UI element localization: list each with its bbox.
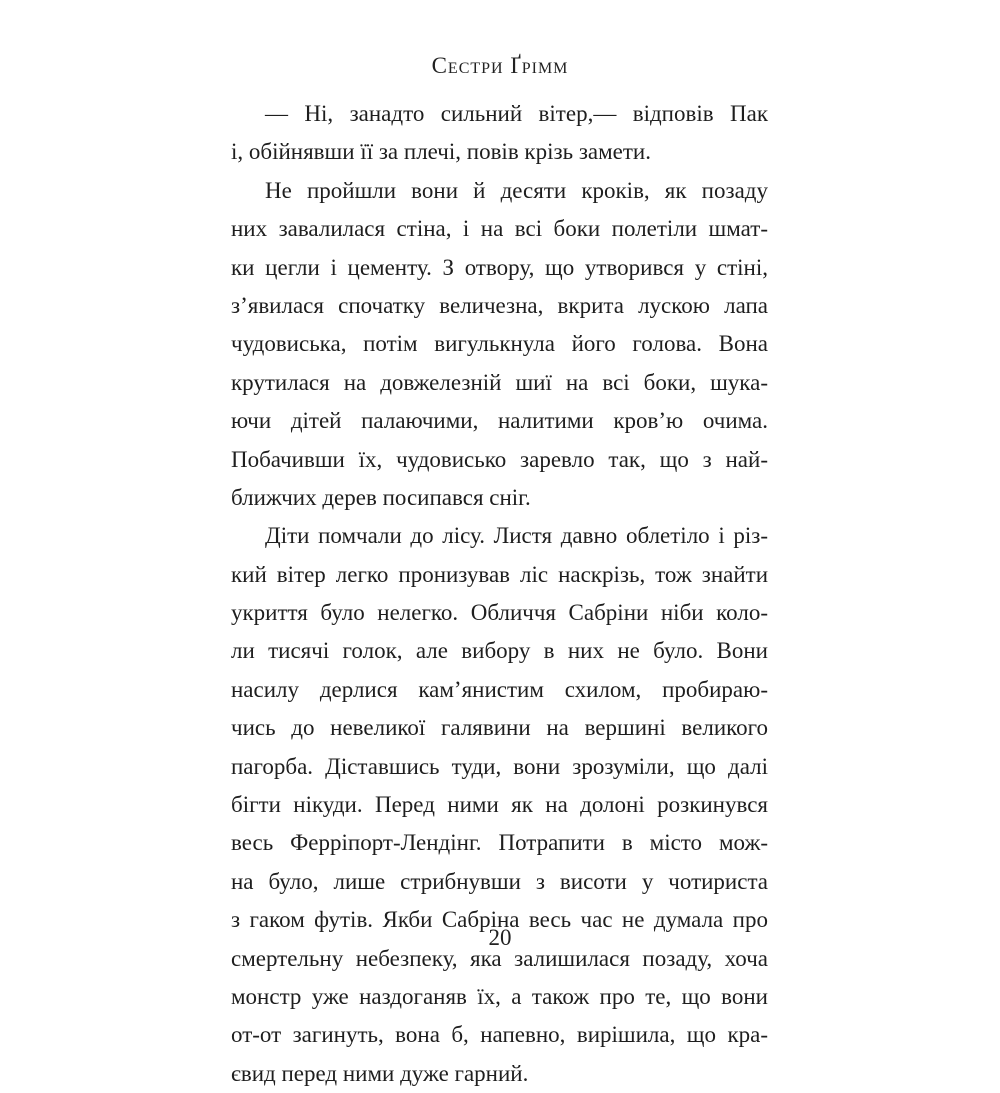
text-line: ближчих дерев посипався сніг. bbox=[231, 484, 531, 510]
text-line: Діти помчали до лісу. Листя давно облетіло і різ- bbox=[265, 523, 768, 549]
text-line: чись до невеликої галявини на вершині великого bbox=[231, 715, 768, 741]
text-line: — Ні, занадто сильний вітер,— відповів Пак bbox=[265, 101, 768, 126]
text-line: на було, лише стрибнувши з висоти у чотириста bbox=[231, 868, 768, 894]
text-line: укриття було нелегко. Обличчя Сабріни ніби коло- bbox=[231, 600, 768, 626]
text-line: з’явилася спочатку величезна, вкрита лускою лапа bbox=[231, 292, 768, 318]
text-line: от-от загинуть, вона б, напевно, вирішила, що кра- bbox=[231, 1022, 768, 1048]
text-line: пагорба. Діставшись туди, вони зрозуміли, що далі bbox=[231, 753, 768, 779]
text-line: весь Феррiпорт-Лендінг. Потрапити в місто мож- bbox=[231, 830, 768, 856]
text-line: них завалилася стіна, і на всі боки полетіли шмат- bbox=[231, 216, 768, 242]
text-line: Побачивши їх, чудовисько заревло так, що з най- bbox=[231, 446, 768, 472]
running-head-title: Сестри Ґрімм bbox=[431, 53, 569, 78]
text-line: смертельну небезпеку, яка залишилася позаду, хоча bbox=[231, 945, 768, 971]
text-line: крутилася на довжелезній шиї на всі боки, шука- bbox=[231, 369, 768, 395]
text-line: Не пройшли вони й десяти кроків, як позаду bbox=[265, 177, 768, 203]
text-line: євид перед ними дуже гарний. bbox=[231, 1060, 529, 1086]
text-line: монстр уже наздоганяв їх, а також про те, що вони bbox=[231, 983, 768, 1009]
text-line: бігти нікуди. Перед ними як на долоні розкинувся bbox=[231, 792, 768, 818]
text-line: і, обійнявши її за плечі, повів крізь замети. bbox=[231, 139, 651, 165]
text-line: чудовиська, потім вигулькнула його голова. Вона bbox=[231, 331, 768, 357]
text-line: ючи дітей палаючими, налитими кров’ю очима. bbox=[231, 408, 768, 434]
text-line: кий вітер легко пронизував ліс наскрізь, тож знайти bbox=[231, 561, 768, 587]
page-number: 20 bbox=[488, 925, 512, 950]
text-line: з гаком футів. Якби Сабріна весь час не думала про bbox=[231, 907, 768, 933]
text-line: насилу дерлися кам’янистим схилом, пробираю- bbox=[231, 676, 768, 702]
text-line: ки цегли і цементу. З отвору, що утворився у стіні, bbox=[231, 254, 768, 280]
text-line: ли тисячі голок, але вибору в них не було. Вони bbox=[231, 638, 768, 664]
